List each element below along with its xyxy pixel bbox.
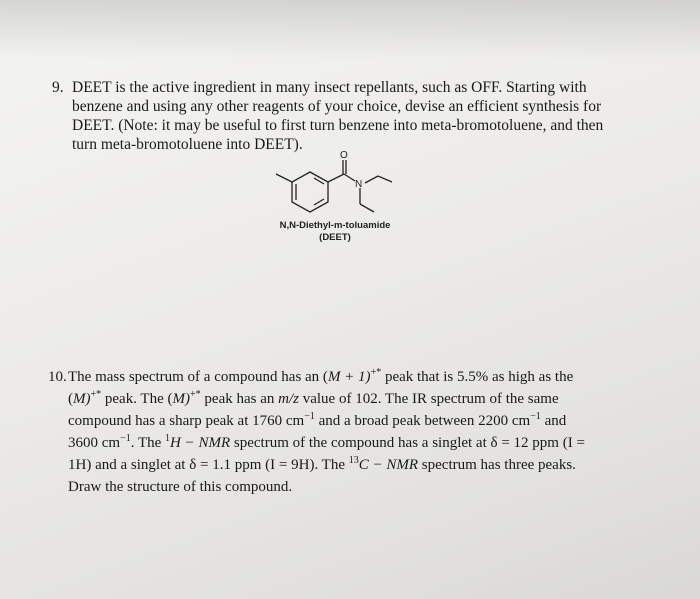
text-run: value of 102. The IR spectrum of the same <box>298 391 559 407</box>
text-run: C − NMR <box>358 457 419 473</box>
compound-abbreviation: (DEET) <box>319 232 351 243</box>
text-run: The mass spectrum of a compound has an ( <box>68 369 328 385</box>
structure-caption <box>260 220 410 244</box>
text-run: 3600 cm <box>68 435 121 451</box>
question-10-line <box>68 454 648 476</box>
ethyl-bond <box>365 176 378 183</box>
question-10-number: 10. <box>48 369 67 385</box>
text-run: ( <box>68 391 73 407</box>
question-10-line: Draw the structure of this compound. <box>68 479 293 495</box>
text-run: compound has a sharp peak at 1760 cm <box>68 413 305 429</box>
oxygen-atom-label: O <box>340 150 348 161</box>
question-10 <box>48 366 648 498</box>
question-9-text <box>72 78 632 154</box>
text-run: peak. The ( <box>101 391 173 407</box>
superscript: −1 <box>304 411 315 422</box>
text-run: m/z <box>278 391 299 407</box>
superscript: +* <box>370 367 382 378</box>
ethyl-bond <box>360 204 374 212</box>
text-run: 1H) and a singlet at δ = 1.1 ppm (I = 9H). The <box>68 457 349 473</box>
text-run: H − NMR <box>170 435 231 451</box>
text-run: M + 1) <box>327 369 371 385</box>
superscript: +* <box>190 389 201 400</box>
superscript: −1 <box>530 411 541 422</box>
question-10-line <box>68 432 648 454</box>
text-run: and <box>540 413 567 429</box>
ethyl-bond <box>378 176 392 182</box>
benzene-ring <box>292 172 328 212</box>
text-run: spectrum has three peaks. <box>418 457 576 473</box>
nitrogen-atom-label: N <box>355 179 363 190</box>
superscript: 1 <box>165 433 171 444</box>
superscript: +* <box>90 389 102 400</box>
compound-name: N,N-Diethyl-m-toluamide <box>279 220 391 231</box>
question-9-line: DEET is the active ingredient in many insect repellants, such as OFF. Starting with <box>72 79 587 96</box>
text-run: spectrum of the compound has a singlet at δ = 12 ppm (I = <box>230 435 585 451</box>
text-run: M) <box>73 391 91 407</box>
text-run: peak has an <box>200 391 279 407</box>
superscript: 13 <box>348 455 359 466</box>
ring-double-bond <box>314 199 324 205</box>
question-10-line <box>68 388 648 410</box>
page-shadow <box>0 0 700 60</box>
text-run: and a broad peak between 2200 cm <box>314 413 531 429</box>
carbonyl-link-bond <box>328 174 344 182</box>
question-10-text <box>68 366 648 498</box>
amide-bond <box>344 174 355 181</box>
question-10-line <box>68 366 648 388</box>
superscript: −1 <box>120 433 131 444</box>
methyl-bond <box>276 174 292 182</box>
question-9-line: turn meta-bromotoluene into DEET). <box>72 136 303 153</box>
question-10-line <box>68 410 648 432</box>
question-9-line: DEET. (Note: it may be useful to first turn benzene into meta-bromotoluene, and then <box>72 117 604 134</box>
question-9-line: benzene and using any other reagents of your choice, devise an efficient synthesis for <box>72 98 602 115</box>
question-9-number: 9. <box>52 79 64 96</box>
text-run: . The <box>130 435 166 451</box>
text-run: M) <box>172 391 191 407</box>
text-run: peak that is 5.5% as high as the <box>381 369 574 385</box>
question-9 <box>52 78 632 154</box>
